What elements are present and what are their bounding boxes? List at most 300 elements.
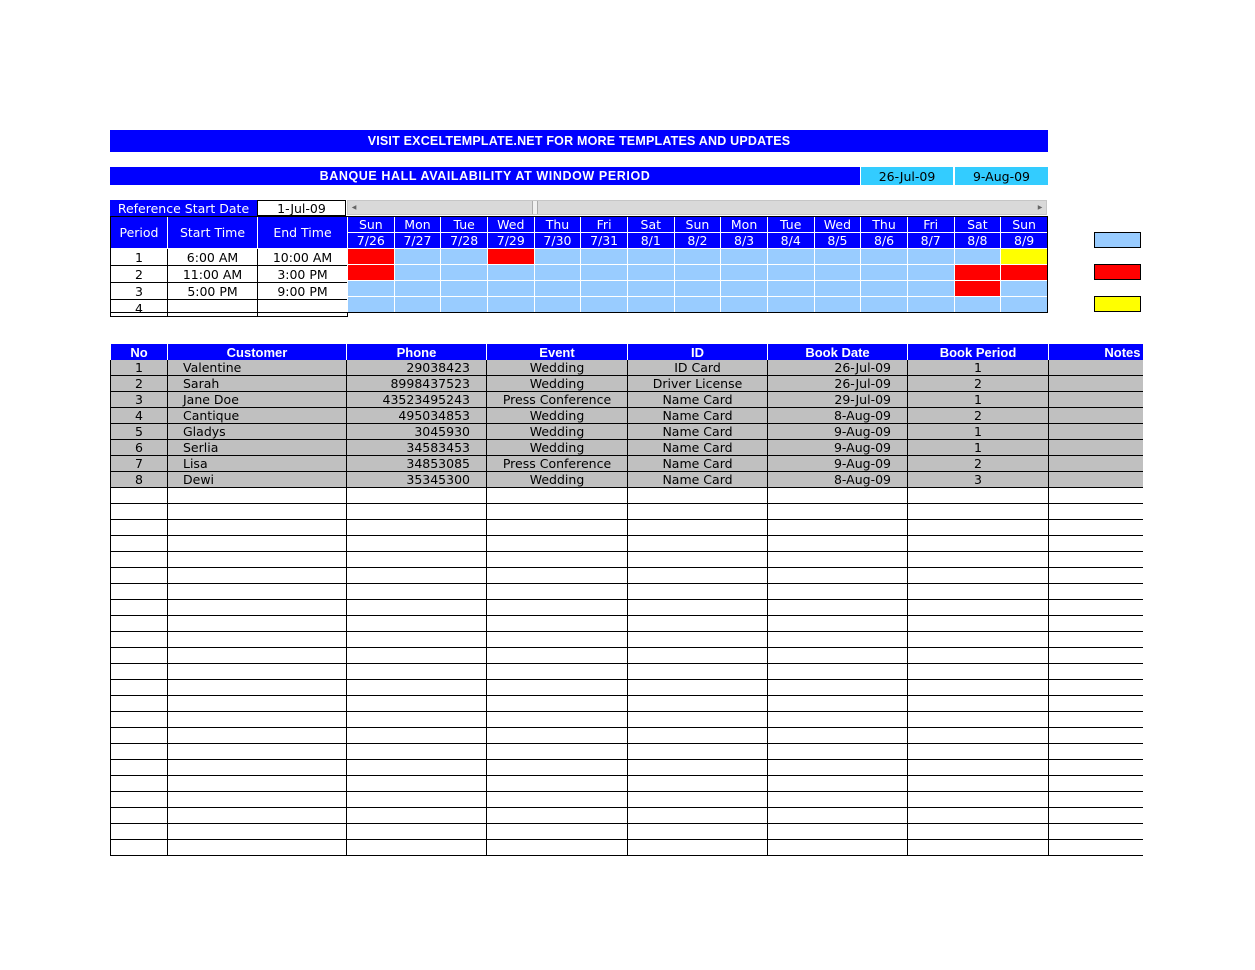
calendar-slot-free[interactable] (907, 249, 954, 265)
empty-cell[interactable] (168, 600, 347, 616)
empty-cell[interactable] (908, 584, 1049, 600)
empty-cell[interactable] (628, 504, 768, 520)
empty-cell[interactable] (1049, 632, 1143, 648)
empty-cell[interactable] (111, 600, 168, 616)
empty-cell[interactable] (908, 552, 1049, 568)
empty-cell[interactable] (487, 680, 628, 696)
empty-cell[interactable] (168, 648, 347, 664)
empty-cell[interactable] (768, 744, 908, 760)
empty-cell[interactable] (111, 664, 168, 680)
empty-cell[interactable] (347, 536, 487, 552)
empty-cell[interactable] (628, 712, 768, 728)
empty-cell[interactable] (628, 568, 768, 584)
empty-cell[interactable] (628, 600, 768, 616)
booking-phone-cell[interactable]: 8998437523 (347, 376, 487, 392)
column-header-book-period[interactable]: Book Period (908, 344, 1049, 360)
calendar-slot-free[interactable] (441, 249, 488, 265)
empty-cell[interactable] (111, 648, 168, 664)
empty-cell[interactable] (1049, 728, 1143, 744)
booking-book-period-cell[interactable]: 3 (908, 472, 1049, 488)
empty-cell[interactable] (111, 696, 168, 712)
booking-event-cell[interactable]: Press Conference (487, 392, 628, 408)
empty-cell[interactable] (1049, 520, 1143, 536)
empty-cell[interactable] (168, 728, 347, 744)
booking-customer-cell[interactable]: Cantique (168, 408, 347, 424)
empty-cell[interactable] (628, 584, 768, 600)
booking-no-cell[interactable]: 5 (111, 424, 168, 440)
empty-cell[interactable] (768, 824, 908, 840)
booking-book-date-cell[interactable]: 26-Jul-09 (768, 376, 908, 392)
booking-phone-cell[interactable]: 35345300 (347, 472, 487, 488)
calendar-slot-free[interactable] (534, 249, 581, 265)
calendar-slot-free[interactable] (627, 265, 674, 281)
empty-cell[interactable] (347, 776, 487, 792)
empty-cell[interactable] (168, 792, 347, 808)
empty-cell[interactable] (1049, 536, 1143, 552)
booking-event-cell[interactable]: Wedding (487, 376, 628, 392)
empty-cell[interactable] (111, 792, 168, 808)
empty-cell[interactable] (628, 696, 768, 712)
empty-cell[interactable] (908, 824, 1049, 840)
empty-cell[interactable] (908, 808, 1049, 824)
calendar-slot-booked[interactable] (348, 265, 395, 281)
booking-phone-cell[interactable]: 34853085 (347, 456, 487, 472)
calendar-slot-free[interactable] (861, 281, 908, 297)
empty-cell[interactable] (1049, 840, 1143, 856)
empty-cell[interactable] (111, 680, 168, 696)
empty-cell[interactable] (168, 808, 347, 824)
empty-cell[interactable] (1049, 776, 1143, 792)
column-header-phone[interactable]: Phone (347, 344, 487, 360)
empty-cell[interactable] (1049, 488, 1143, 504)
calendar-slot-free[interactable] (441, 265, 488, 281)
empty-cell[interactable] (908, 600, 1049, 616)
empty-cell[interactable] (487, 504, 628, 520)
booking-book-date-cell[interactable]: 9-Aug-09 (768, 456, 908, 472)
empty-cell[interactable] (768, 536, 908, 552)
booking-event-cell[interactable]: Wedding (487, 408, 628, 424)
empty-cell[interactable] (111, 568, 168, 584)
empty-cell[interactable] (168, 536, 347, 552)
empty-cell[interactable] (347, 616, 487, 632)
booking-no-cell[interactable]: 1 (111, 360, 168, 376)
booking-phone-cell[interactable]: 34583453 (347, 440, 487, 456)
calendar-slot-free[interactable] (394, 249, 441, 265)
empty-cell[interactable] (487, 728, 628, 744)
calendar-slot-free[interactable] (394, 281, 441, 297)
booking-id-cell[interactable]: Name Card (628, 472, 768, 488)
period-start-cell[interactable] (168, 300, 258, 317)
empty-cell[interactable] (168, 840, 347, 856)
booking-notes-cell[interactable] (1049, 376, 1143, 392)
calendar-slot-free[interactable] (674, 297, 721, 313)
calendar-slot-free[interactable] (907, 297, 954, 313)
booking-customer-cell[interactable]: Jane Doe (168, 392, 347, 408)
booking-no-cell[interactable]: 2 (111, 376, 168, 392)
empty-cell[interactable] (347, 728, 487, 744)
calendar-slot-free[interactable] (861, 249, 908, 265)
period-period-cell[interactable]: 4 (111, 300, 168, 317)
calendar-slot-free[interactable] (627, 249, 674, 265)
booking-book-period-cell[interactable]: 1 (908, 392, 1049, 408)
empty-cell[interactable] (487, 824, 628, 840)
empty-cell[interactable] (908, 712, 1049, 728)
empty-cell[interactable] (347, 600, 487, 616)
period-end-cell[interactable] (258, 300, 348, 317)
calendar-slot-free[interactable] (814, 265, 861, 281)
empty-cell[interactable] (628, 824, 768, 840)
calendar-slot-free[interactable] (907, 281, 954, 297)
empty-cell[interactable] (111, 728, 168, 744)
calendar-slot-free[interactable] (394, 265, 441, 281)
calendar-slot-free[interactable] (534, 281, 581, 297)
calendar-slot-free[interactable] (721, 281, 768, 297)
empty-cell[interactable] (908, 632, 1049, 648)
empty-cell[interactable] (111, 584, 168, 600)
empty-cell[interactable] (168, 760, 347, 776)
booking-phone-cell[interactable]: 43523495243 (347, 392, 487, 408)
calendar-slot-free[interactable] (767, 281, 814, 297)
empty-cell[interactable] (768, 600, 908, 616)
empty-cell[interactable] (628, 616, 768, 632)
booking-no-cell[interactable]: 3 (111, 392, 168, 408)
empty-cell[interactable] (1049, 696, 1143, 712)
booking-id-cell[interactable]: Name Card (628, 392, 768, 408)
empty-cell[interactable] (487, 536, 628, 552)
empty-cell[interactable] (908, 680, 1049, 696)
empty-cell[interactable] (111, 504, 168, 520)
period-period-cell[interactable]: 1 (111, 249, 168, 266)
booking-id-cell[interactable]: Name Card (628, 440, 768, 456)
empty-cell[interactable] (1049, 584, 1143, 600)
booking-event-cell[interactable]: Press Conference (487, 456, 628, 472)
calendar-slot-free[interactable] (721, 297, 768, 313)
calendar-slot-free[interactable] (534, 265, 581, 281)
empty-cell[interactable] (628, 744, 768, 760)
empty-cell[interactable] (628, 632, 768, 648)
empty-cell[interactable] (347, 552, 487, 568)
booking-notes-cell[interactable] (1049, 408, 1143, 424)
booking-book-period-cell[interactable]: 1 (908, 424, 1049, 440)
empty-cell[interactable] (1049, 616, 1143, 632)
empty-cell[interactable] (168, 664, 347, 680)
empty-cell[interactable] (1049, 808, 1143, 824)
empty-cell[interactable] (111, 536, 168, 552)
empty-cell[interactable] (1049, 824, 1143, 840)
calendar-slot-free[interactable] (861, 265, 908, 281)
empty-cell[interactable] (168, 616, 347, 632)
empty-cell[interactable] (768, 680, 908, 696)
empty-cell[interactable] (768, 552, 908, 568)
calendar-slot-booked[interactable] (1001, 265, 1048, 281)
empty-cell[interactable] (628, 808, 768, 824)
empty-cell[interactable] (111, 712, 168, 728)
calendar-slot-free[interactable] (487, 265, 534, 281)
period-end-cell[interactable]: 9:00 PM (258, 283, 348, 300)
empty-cell[interactable] (908, 792, 1049, 808)
empty-cell[interactable] (768, 568, 908, 584)
empty-cell[interactable] (347, 792, 487, 808)
booking-book-period-cell[interactable]: 1 (908, 440, 1049, 456)
empty-cell[interactable] (487, 568, 628, 584)
empty-cell[interactable] (487, 840, 628, 856)
empty-cell[interactable] (111, 840, 168, 856)
empty-cell[interactable] (768, 712, 908, 728)
empty-cell[interactable] (487, 552, 628, 568)
empty-cell[interactable] (347, 840, 487, 856)
booking-no-cell[interactable]: 8 (111, 472, 168, 488)
empty-cell[interactable] (768, 760, 908, 776)
empty-cell[interactable] (908, 536, 1049, 552)
booking-book-period-cell[interactable]: 2 (908, 456, 1049, 472)
empty-cell[interactable] (111, 824, 168, 840)
empty-cell[interactable] (487, 808, 628, 824)
empty-cell[interactable] (111, 552, 168, 568)
empty-cell[interactable] (628, 680, 768, 696)
empty-cell[interactable] (487, 776, 628, 792)
empty-cell[interactable] (628, 776, 768, 792)
booking-book-date-cell[interactable]: 29-Jul-09 (768, 392, 908, 408)
calendar-slot-free[interactable] (814, 281, 861, 297)
calendar-slot-free[interactable] (394, 297, 441, 313)
booking-customer-cell[interactable]: Dewi (168, 472, 347, 488)
calendar-slot-free[interactable] (907, 265, 954, 281)
empty-cell[interactable] (628, 488, 768, 504)
empty-cell[interactable] (768, 664, 908, 680)
period-start-cell[interactable]: 6:00 AM (168, 249, 258, 266)
empty-cell[interactable] (347, 680, 487, 696)
empty-cell[interactable] (628, 840, 768, 856)
empty-cell[interactable] (487, 664, 628, 680)
booking-id-cell[interactable]: Name Card (628, 456, 768, 472)
booking-customer-cell[interactable]: Serlia (168, 440, 347, 456)
window-start-date[interactable] (861, 167, 953, 185)
calendar-slot-booked[interactable] (954, 281, 1001, 297)
scroll-left-icon[interactable]: ◀ (351, 204, 357, 211)
empty-cell[interactable] (908, 648, 1049, 664)
empty-cell[interactable] (111, 808, 168, 824)
empty-cell[interactable] (768, 792, 908, 808)
calendar-slot-free[interactable] (487, 281, 534, 297)
empty-cell[interactable] (487, 520, 628, 536)
booking-book-period-cell[interactable]: 1 (908, 360, 1049, 376)
empty-cell[interactable] (908, 760, 1049, 776)
booking-notes-cell[interactable] (1049, 392, 1143, 408)
booking-no-cell[interactable]: 6 (111, 440, 168, 456)
empty-cell[interactable] (168, 696, 347, 712)
empty-cell[interactable] (1049, 648, 1143, 664)
empty-cell[interactable] (347, 488, 487, 504)
booking-book-date-cell[interactable]: 8-Aug-09 (768, 472, 908, 488)
empty-cell[interactable] (487, 616, 628, 632)
empty-cell[interactable] (908, 744, 1049, 760)
booking-customer-cell[interactable]: Lisa (168, 456, 347, 472)
column-header-notes[interactable]: Notes (1049, 344, 1143, 360)
empty-cell[interactable] (487, 760, 628, 776)
empty-cell[interactable] (111, 776, 168, 792)
empty-cell[interactable] (347, 664, 487, 680)
empty-cell[interactable] (768, 616, 908, 632)
period-end-cell[interactable]: 3:00 PM (258, 266, 348, 283)
column-header-event[interactable]: Event (487, 344, 628, 360)
empty-cell[interactable] (487, 792, 628, 808)
calendar-slot-free[interactable] (627, 281, 674, 297)
calendar-slot-free[interactable] (348, 281, 395, 297)
empty-cell[interactable] (168, 712, 347, 728)
calendar-slot-booked[interactable] (487, 249, 534, 265)
empty-cell[interactable] (347, 696, 487, 712)
calendar-slot-free[interactable] (581, 265, 628, 281)
calendar-slot-free[interactable] (581, 249, 628, 265)
empty-cell[interactable] (628, 728, 768, 744)
empty-cell[interactable] (487, 648, 628, 664)
calendar-slot-free[interactable] (674, 249, 721, 265)
booking-notes-cell[interactable] (1049, 472, 1143, 488)
booking-phone-cell[interactable]: 3045930 (347, 424, 487, 440)
empty-cell[interactable] (347, 744, 487, 760)
empty-cell[interactable] (347, 824, 487, 840)
empty-cell[interactable] (347, 504, 487, 520)
calendar-slot-free[interactable] (674, 281, 721, 297)
empty-cell[interactable] (168, 504, 347, 520)
empty-cell[interactable] (111, 520, 168, 536)
booking-book-period-cell[interactable]: 2 (908, 408, 1049, 424)
calendar-slot-free[interactable] (1001, 297, 1048, 313)
booking-event-cell[interactable]: Wedding (487, 440, 628, 456)
empty-cell[interactable] (628, 520, 768, 536)
empty-cell[interactable] (1049, 600, 1143, 616)
calendar-slot-booked[interactable] (348, 249, 395, 265)
booking-phone-cell[interactable]: 29038423 (347, 360, 487, 376)
calendar-slot-free[interactable] (1001, 281, 1048, 297)
calendar-slot-free[interactable] (487, 297, 534, 313)
empty-cell[interactable] (908, 840, 1049, 856)
period-start-cell[interactable]: 5:00 PM (168, 283, 258, 300)
empty-cell[interactable] (168, 632, 347, 648)
empty-cell[interactable] (768, 776, 908, 792)
empty-cell[interactable] (347, 584, 487, 600)
window-end-date[interactable] (955, 167, 1048, 185)
period-end-cell[interactable]: 10:00 AM (258, 249, 348, 266)
empty-cell[interactable] (111, 488, 168, 504)
empty-cell[interactable] (1049, 760, 1143, 776)
booking-customer-cell[interactable]: Valentine (168, 360, 347, 376)
reference-start-input[interactable] (257, 200, 346, 216)
calendar-slot-free[interactable] (441, 297, 488, 313)
empty-cell[interactable] (347, 808, 487, 824)
empty-cell[interactable] (347, 648, 487, 664)
empty-cell[interactable] (347, 712, 487, 728)
booking-id-cell[interactable]: ID Card (628, 360, 768, 376)
scroll-right-icon[interactable]: ▶ (1037, 204, 1043, 211)
calendar-slot-free[interactable] (814, 249, 861, 265)
empty-cell[interactable] (908, 504, 1049, 520)
booking-customer-cell[interactable]: Gladys (168, 424, 347, 440)
booking-book-period-cell[interactable]: 2 (908, 376, 1049, 392)
booking-notes-cell[interactable] (1049, 424, 1143, 440)
booking-event-cell[interactable]: Wedding (487, 472, 628, 488)
calendar-slot-overlap[interactable] (1001, 249, 1048, 265)
calendar-slot-free[interactable] (954, 297, 1001, 313)
empty-cell[interactable] (768, 840, 908, 856)
empty-cell[interactable] (487, 600, 628, 616)
empty-cell[interactable] (908, 568, 1049, 584)
booking-notes-cell[interactable] (1049, 440, 1143, 456)
empty-cell[interactable] (768, 488, 908, 504)
empty-cell[interactable] (1049, 680, 1143, 696)
empty-cell[interactable] (168, 776, 347, 792)
calendar-scrollbar[interactable] (347, 200, 1047, 215)
empty-cell[interactable] (1049, 664, 1143, 680)
booking-book-date-cell[interactable]: 8-Aug-09 (768, 408, 908, 424)
period-start-cell[interactable]: 11:00 AM (168, 266, 258, 283)
empty-cell[interactable] (168, 520, 347, 536)
empty-cell[interactable] (168, 584, 347, 600)
empty-cell[interactable] (487, 696, 628, 712)
calendar-slot-free[interactable] (721, 265, 768, 281)
column-header-no[interactable]: No (111, 344, 168, 360)
booking-no-cell[interactable]: 4 (111, 408, 168, 424)
empty-cell[interactable] (111, 632, 168, 648)
empty-cell[interactable] (768, 504, 908, 520)
booking-id-cell[interactable]: Name Card (628, 408, 768, 424)
calendar-slot-free[interactable] (767, 265, 814, 281)
calendar-slot-free[interactable] (627, 297, 674, 313)
empty-cell[interactable] (347, 520, 487, 536)
calendar-slot-free[interactable] (674, 265, 721, 281)
period-period-cell[interactable]: 2 (111, 266, 168, 283)
column-header-book-date[interactable]: Book Date (768, 344, 908, 360)
empty-cell[interactable] (628, 648, 768, 664)
empty-cell[interactable] (487, 632, 628, 648)
empty-cell[interactable] (487, 488, 628, 504)
empty-cell[interactable] (768, 520, 908, 536)
empty-cell[interactable] (768, 808, 908, 824)
calendar-slot-free[interactable] (581, 281, 628, 297)
empty-cell[interactable] (628, 760, 768, 776)
empty-cell[interactable] (1049, 712, 1143, 728)
empty-cell[interactable] (111, 744, 168, 760)
empty-cell[interactable] (628, 536, 768, 552)
calendar-slot-free[interactable] (861, 297, 908, 313)
empty-cell[interactable] (628, 552, 768, 568)
calendar-slot-free[interactable] (721, 249, 768, 265)
booking-notes-cell[interactable] (1049, 360, 1143, 376)
empty-cell[interactable] (1049, 552, 1143, 568)
empty-cell[interactable] (628, 792, 768, 808)
column-header-customer[interactable]: Customer (168, 344, 347, 360)
empty-cell[interactable] (908, 728, 1049, 744)
empty-cell[interactable] (1049, 744, 1143, 760)
empty-cell[interactable] (168, 568, 347, 584)
empty-cell[interactable] (347, 760, 487, 776)
empty-cell[interactable] (1049, 504, 1143, 520)
empty-cell[interactable] (1049, 568, 1143, 584)
booking-id-cell[interactable]: Driver License (628, 376, 768, 392)
empty-cell[interactable] (768, 648, 908, 664)
empty-cell[interactable] (768, 728, 908, 744)
booking-book-date-cell[interactable]: 9-Aug-09 (768, 440, 908, 456)
calendar-slot-booked[interactable] (954, 265, 1001, 281)
empty-cell[interactable] (768, 696, 908, 712)
calendar-slot-free[interactable] (814, 297, 861, 313)
calendar-slot-free[interactable] (767, 297, 814, 313)
empty-cell[interactable] (487, 712, 628, 728)
empty-cell[interactable] (347, 568, 487, 584)
empty-cell[interactable] (1049, 792, 1143, 808)
calendar-slot-free[interactable] (767, 249, 814, 265)
empty-cell[interactable] (487, 744, 628, 760)
